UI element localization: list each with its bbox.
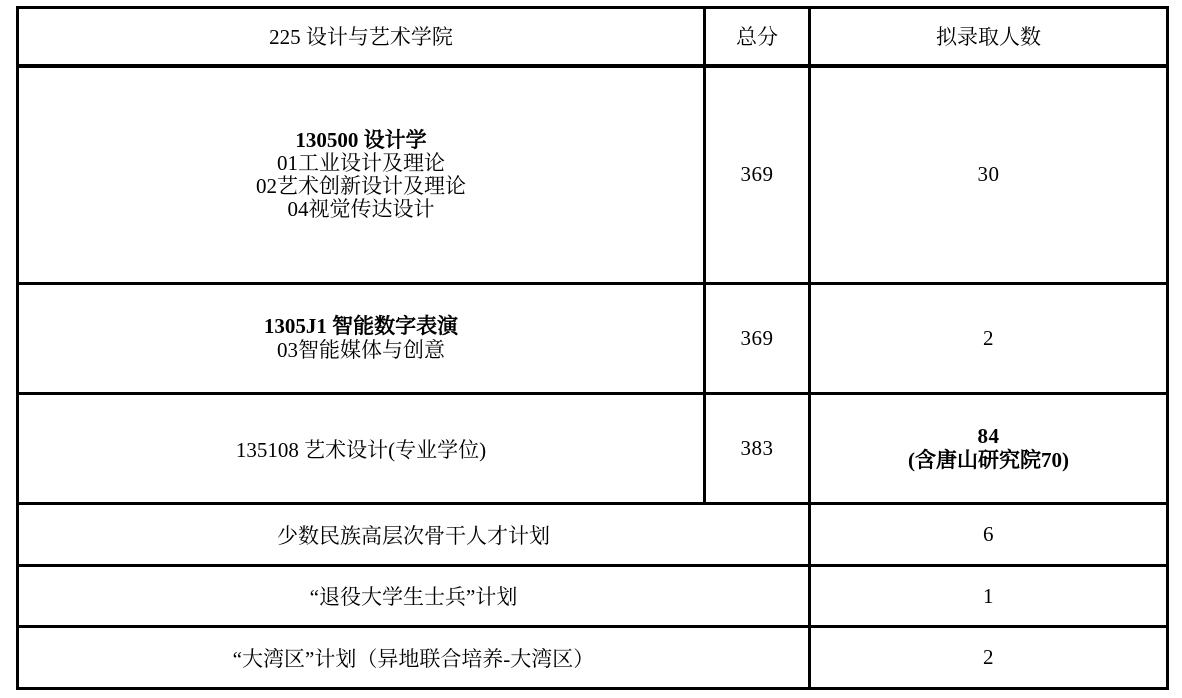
program-direction-line: 01工业设计及理论 [277, 150, 445, 175]
header-score-cell: 总分 [705, 8, 810, 66]
plan-admit-cell: 6 [810, 504, 1168, 566]
program-direction-line: 02艺术创新设计及理论 [256, 173, 466, 198]
plan-label-cell: “退役大学生士兵”计划 [18, 566, 810, 627]
plan-admit-cell: 2 [810, 627, 1168, 689]
score-cell: 369 [705, 284, 810, 394]
program-code-line: 1305J1 智能数字表演 [263, 314, 459, 339]
program-cell: 135108 艺术设计(专业学位) [18, 394, 705, 504]
program-row [18, 394, 1168, 504]
admit-count: 84 [977, 424, 1000, 449]
score-cell: 369 [705, 66, 810, 284]
program-row [18, 66, 1168, 284]
program-cell [18, 284, 705, 394]
admit-cell [810, 394, 1168, 504]
plan-row [18, 627, 1168, 689]
header-college-cell: 225 设计与艺术学院 [18, 8, 705, 66]
admit-cell: 2 [810, 284, 1168, 394]
table-header-row [18, 8, 1168, 66]
program-code-line: 130500 设计学 [295, 127, 427, 152]
plan-admit-cell: 1 [810, 566, 1168, 627]
header-admit-cell: 拟录取人数 [810, 8, 1168, 66]
admission-table-container [16, 6, 1169, 690]
admit-note: (含唐山研究院70) [908, 447, 1069, 472]
admission-table [16, 6, 1169, 690]
program-row [18, 284, 1168, 394]
admit-cell: 30 [810, 66, 1168, 284]
program-direction-line: 04视觉传达设计 [287, 196, 435, 221]
plan-label-cell: 少数民族高层次骨干人才计划 [18, 504, 810, 566]
plan-label-cell: “大湾区”计划（异地联合培养-大湾区） [18, 627, 810, 689]
program-direction-line: 03智能媒体与创意 [277, 337, 445, 362]
score-cell: 383 [705, 394, 810, 504]
program-cell [18, 66, 705, 284]
plan-row [18, 566, 1168, 627]
plan-row [18, 504, 1168, 566]
